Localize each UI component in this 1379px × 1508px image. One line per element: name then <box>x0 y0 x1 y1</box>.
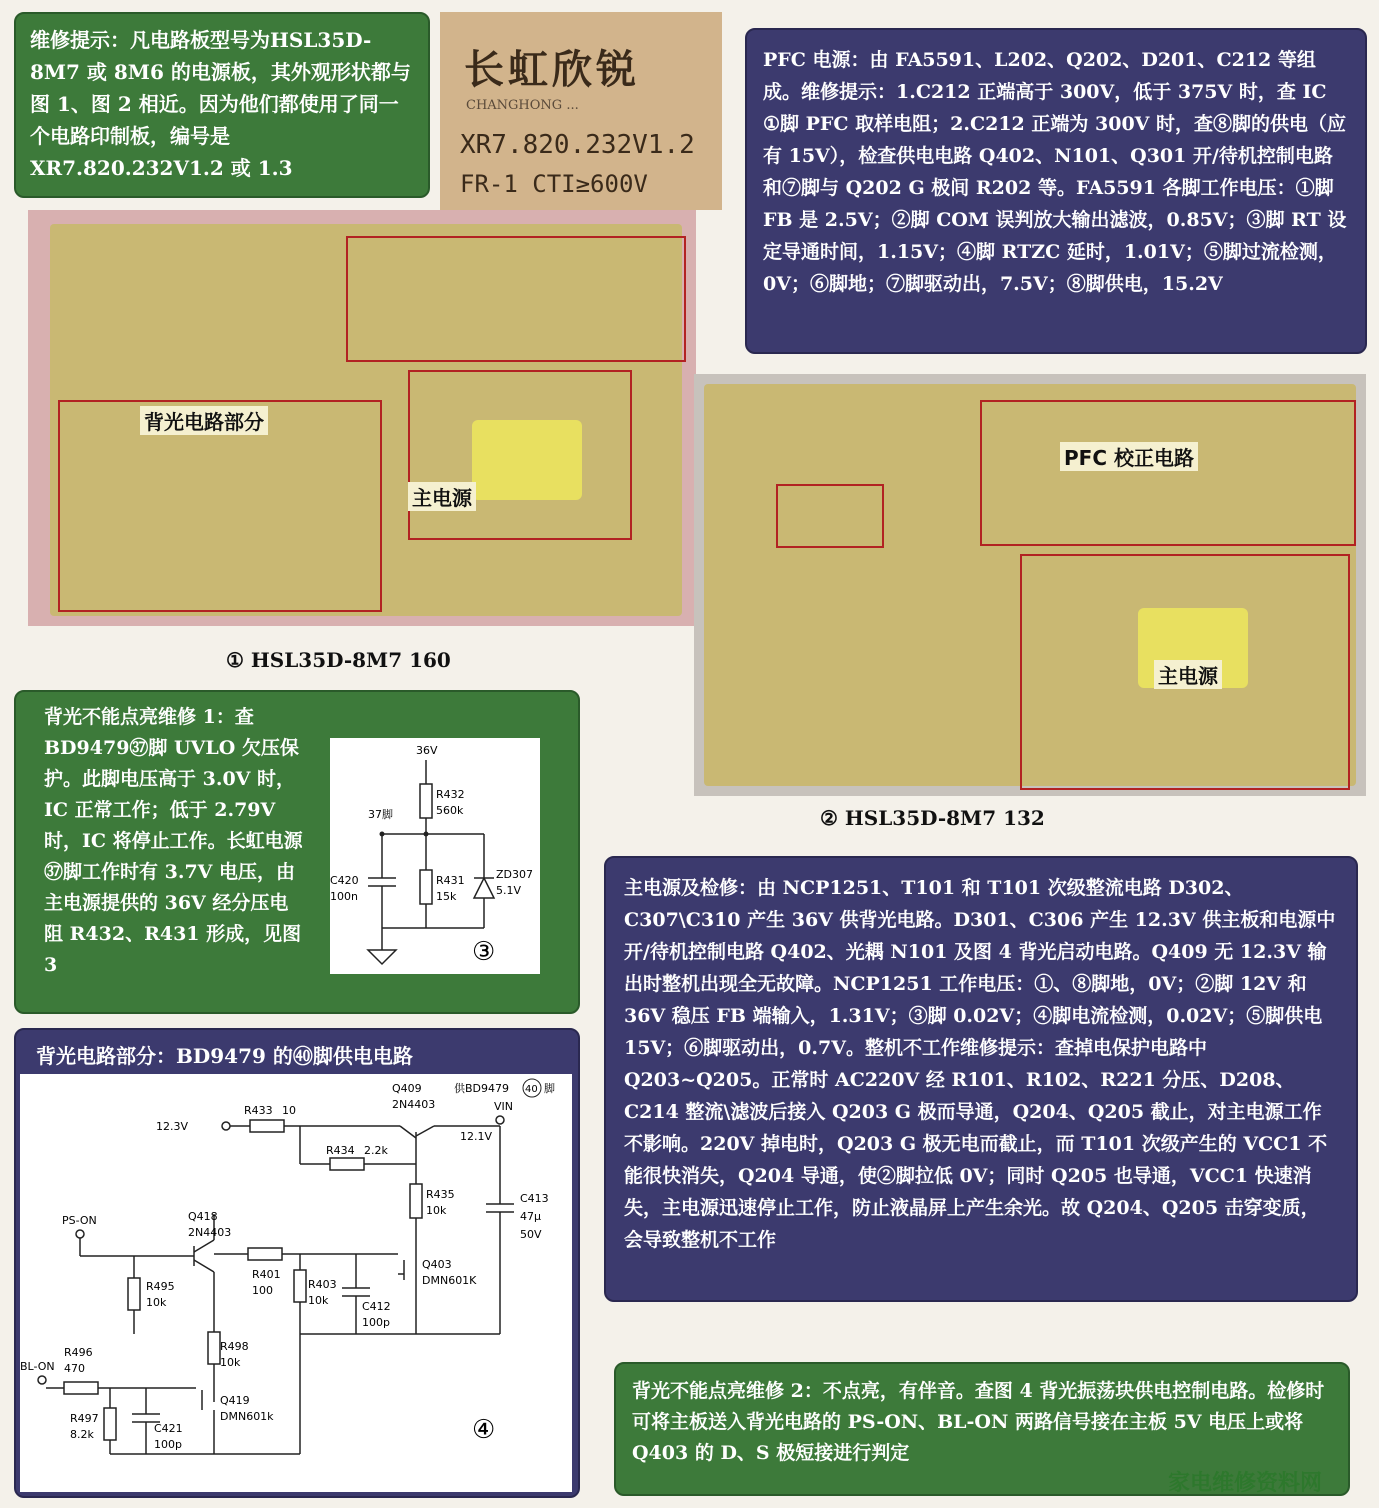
caption-photo-2: ② HSL35D-8M7 132 <box>820 806 1045 830</box>
fig4-q418: Q418 <box>188 1210 218 1223</box>
label-main-2: 主电源 <box>1154 660 1222 689</box>
fig3-r431: R431 <box>436 874 465 887</box>
fig4-number: ④ <box>472 1415 496 1445</box>
fig4-r495: R495 <box>146 1280 175 1293</box>
fig4-c412-value: 100p <box>362 1316 390 1329</box>
backlight-note-2: 背光不能点亮维修 2：不点亮，有伴音。查图 4 背光振荡块供电控制电路。检修时可将主板送入背光电路的 PS-ON、BL-ON 两路信号接在主板 5V 电压上或将 Q403 的 D、S 极短接进行判定 <box>614 1362 1350 1496</box>
fig4-c421-value: 100p <box>154 1438 182 1451</box>
fig4-pin-word: 脚 <box>544 1082 555 1095</box>
label-line1: CHANGHONG ... <box>466 98 579 113</box>
caption-photo-1: ① HSL35D-8M7 160 <box>226 648 451 672</box>
note-top-left: 维修提示：凡电路板型号为HSL35D-8M7 或 8M6 的电源板，其外观形状都与图 1、图 2 相近。因为他们都使用了同一个电路印制板，编号是 XR7.820.232V1.2 或 1.3 <box>14 12 430 198</box>
fig3-zd307: ZD307 <box>496 868 534 881</box>
fig4-r498: R498 <box>220 1340 249 1353</box>
fig4-r433: R433 <box>244 1104 273 1117</box>
fig4-pin40: 40 <box>525 1084 538 1095</box>
fig4-r434-value: 2.2k <box>364 1144 388 1157</box>
transformer-1 <box>472 420 582 500</box>
fig4-r401: R401 <box>252 1268 281 1281</box>
fig4-q403-type: DMN601K <box>422 1274 477 1287</box>
fig4-12-1v: 12.1V <box>460 1130 493 1143</box>
fig4-c413-voltage: 50V <box>520 1228 542 1241</box>
redbox-2a <box>980 400 1356 546</box>
label-pfc-2: PFC 校正电路 <box>1060 442 1198 471</box>
fig4-q418-type: 2N4403 <box>188 1226 232 1239</box>
fig4-bl-on: BL-ON <box>20 1360 55 1373</box>
fig3-pin37: 37脚 <box>368 808 393 821</box>
fig4-q409: Q409 <box>392 1082 422 1095</box>
fig4-vin: VIN <box>494 1100 513 1113</box>
fig4-c413-value: 47μ <box>520 1210 541 1223</box>
figure-4-schematic <box>20 1074 572 1492</box>
fig3-zd307-value: 5.1V <box>496 884 522 897</box>
fig4-r497-value: 8.2k <box>70 1428 94 1441</box>
fig3-number: ③ <box>472 937 496 967</box>
fig3-c420-value: 100n <box>330 890 358 903</box>
fig4-supply: 供BD9479 <box>454 1082 510 1095</box>
figure-4-title: 背光电路部分：BD9479 的㊵脚供电电路 <box>36 1044 413 1068</box>
label-line3: FR-1 CTI≥600V <box>460 170 648 198</box>
fig4-r496-value: 470 <box>64 1362 85 1375</box>
fig4-r496: R496 <box>64 1346 93 1359</box>
fig4-q403: Q403 <box>422 1258 452 1271</box>
fig3-36v: 36V <box>416 744 438 757</box>
main-power-note: 主电源及检修：由 NCP1251、T101 和 T101 次级整流电路 D302、C307\C310 产生 36V 供背光电路。D301、C306 产生 12.3V 供主板和电源中开/待机控制电路 Q402、光耦 N101 及图 4 背光启动电路。Q409 无 12.3V 输出时整机出现全无故障。NCP1251 工作电压：①、⑧脚地，0V；②脚 12V 和 36V 稳压 FB 端输入，1.31V；③脚 0.02V；④脚电流检测，0.02V；⑤脚供电 15V；⑥脚驱动出，0.7V。整机不工作维修提示：查掉电保护电路中 Q203~Q205。正常时 AC220V 经 R101、R102、R221 分压、D208、C214 整流\滤波后接入 Q203 G 极而导通，Q204、Q205 截止，对主电源工作不影响。220V 掉电时，Q203 G 极无电而截止，而 T101 次级产生的 VCC1 不能很快消失，Q204 导通，使②脚拉低 0V；同时 Q205 也导通，VCC1 快速消失，主电源迅速停止工作，防止液晶屏上产生余光。故 Q204、Q205 击穿变质，会导致整机不工作 <box>604 856 1358 1302</box>
label-line2: XR7.820.232V1.2 <box>460 130 695 160</box>
fig4-q419-type: DMN601k <box>220 1410 274 1423</box>
label-main-1: 主电源 <box>408 482 476 511</box>
fig3-r432: R432 <box>436 788 465 801</box>
fig4-ps-on: PS-ON <box>62 1214 97 1227</box>
board-label-photo <box>440 12 722 210</box>
fig4-q419: Q419 <box>220 1394 250 1407</box>
watermark: 家电维修资料网 <box>1168 1471 1323 1496</box>
fig4-r435-value: 10k <box>426 1204 447 1217</box>
redbox-2b <box>776 484 884 548</box>
fig4-r433-value: 10 <box>282 1104 296 1117</box>
fig4-q409-type: 2N4403 <box>392 1098 436 1111</box>
fig3-c420: C420 <box>330 874 359 887</box>
fig4-c412: C412 <box>362 1300 391 1313</box>
label-backlight-1: 背光电路部分 <box>140 406 268 435</box>
fig4-r434: R434 <box>326 1144 355 1157</box>
fig4-c421: C421 <box>154 1422 183 1435</box>
fig4-r497: R497 <box>70 1412 99 1425</box>
fig4-r495-value: 10k <box>146 1296 167 1309</box>
redbox-1a <box>346 236 686 362</box>
fig4-r403-value: 10k <box>308 1294 329 1307</box>
label-brand: 长虹欣锐 <box>464 46 640 93</box>
fig3-r431-value: 15k <box>436 890 457 903</box>
pfc-note: PFC 电源：由 FA5591、L202、Q202、D201、C212 等组成。维修提示：1.C212 正端高于 300V，低于 375V 时，查 IC ①脚 PFC 取样电阻；2.C212 正端为 300V 时，查⑧脚的供电（应有 15V），检查供电电路 Q402、N101、Q301 开/待机控制电路和⑦脚与 Q202 G 极间 R202 等。FA5591 各脚工作电压：①脚 FB 是 2.5V；②脚 COM 误判放大输出滤波，0.85V；③脚 RT 设定导通时间，1.15V；④脚 RTZC 延时，1.01V；⑤脚过流检测，0V；⑥脚地；⑦脚驱动出，7.5V；⑧脚供电，15.2V <box>745 28 1367 354</box>
board-photo-2 <box>694 374 1366 796</box>
fig4-r401-value: 100 <box>252 1284 273 1297</box>
figure-3-schematic <box>330 738 540 974</box>
board-photo-1 <box>28 210 696 626</box>
fig4-r435: R435 <box>426 1188 455 1201</box>
fig4-c413: C413 <box>520 1192 549 1205</box>
fig4-r403: R403 <box>308 1278 337 1291</box>
fig4-r498-value: 10k <box>220 1356 241 1369</box>
fig3-r432-value: 560k <box>436 804 464 817</box>
fig4-12-3v: 12.3V <box>156 1120 189 1133</box>
backlight-note-1: 背光不能点亮维修 1：查 BD9479㊲脚 UVLO 欠压保护。此脚电压高于 3.0V 时，IC 正常工作；低于 2.79V 时，IC 将停止工作。长虹电源㊲脚工作时有 3.7V 电压，由主电源提供的 36V 经分压电阻 R432、R431 形成，见图 3 <box>44 706 303 976</box>
